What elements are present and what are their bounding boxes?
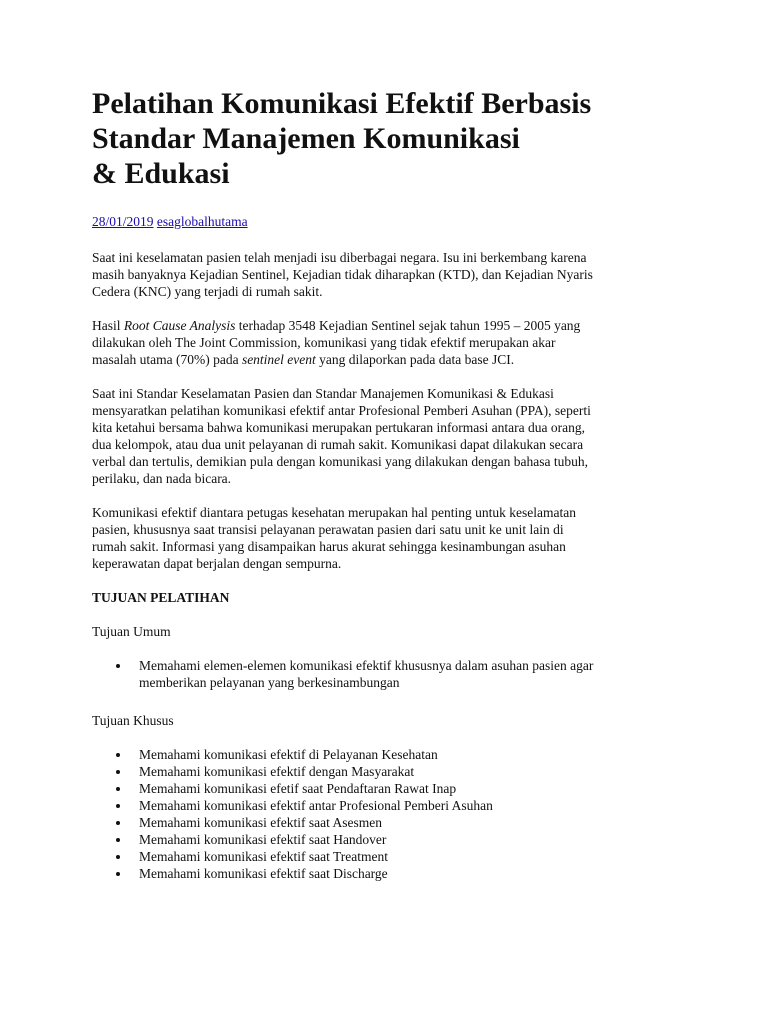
section-heading: TUJUAN PELATIHAN bbox=[92, 590, 230, 605]
text-segment: masalah utama (70%) pada bbox=[92, 352, 242, 367]
tujuan-khusus-label: Tujuan Khusus bbox=[92, 713, 174, 728]
paragraph-effective-communication bbox=[92, 504, 678, 572]
text-segment: yang dilaporkan pada data base JCI. bbox=[315, 352, 515, 367]
text-line bbox=[92, 351, 678, 368]
text-line: keperawatan dapat berjalan dengan sempurna. bbox=[92, 556, 342, 571]
list-item-text: Memahami komunikasi efektif saat Asesmen bbox=[139, 815, 382, 830]
italic-term: sentinel event bbox=[241, 352, 316, 367]
list-item-text: Memahami komunikasi efektif saat Treatment bbox=[139, 849, 388, 864]
text-line: Komunikasi efektif diantara petugas kesehatan merupakan hal penting untuk keselamatan bbox=[92, 505, 576, 520]
list-item bbox=[92, 746, 678, 763]
tujuan-khusus-list bbox=[92, 746, 678, 882]
text-line: kita ketahui bersama bahwa komunikasi merupakan pertukaran informasi antara dua orang, bbox=[92, 420, 585, 435]
bullet-icon bbox=[116, 821, 120, 825]
text-line: rumah sakit. Informasi yang disampaikan harus akurat sehingga kesinambungan asuhan bbox=[92, 539, 566, 554]
text-line: perilaku, dan nada bicara. bbox=[92, 471, 232, 486]
list-item-text: Memahami komunikasi efetif saat Pendaftaran Rawat Inap bbox=[139, 781, 457, 796]
bullet-icon bbox=[116, 770, 120, 774]
text-line: mensyaratkan pelatihan komunikasi efektif antar Profesional Pemberi Asuhan (PPA), seperti bbox=[92, 403, 591, 418]
text-line: masih banyaknya Kejadian Sentinel, Kejadian tidak diharapkan (KTD), dan Kejadian Nyaris bbox=[92, 267, 593, 282]
list-item-text: Memahami komunikasi efektif saat Discharge bbox=[139, 866, 388, 881]
text-line bbox=[92, 317, 678, 334]
bullet-icon bbox=[116, 664, 120, 668]
text-line: pasien, khususnya saat transisi pelayanan perawatan pasien dari satu unit ke unit lain di bbox=[92, 522, 564, 537]
post-meta bbox=[92, 213, 678, 231]
text-line: Memahami elemen-elemen komunikasi efektif khususnya dalam asuhan pasien agar bbox=[139, 658, 594, 673]
title-line: Standar Manajemen Komunikasi bbox=[92, 122, 520, 155]
text-line: dua kelompok, atau dua unit pelayanan di rumah sakit. Komunikasi dapat dilakukan secara bbox=[92, 437, 584, 452]
text-line: memberikan pelayanan yang berkesinambungan bbox=[139, 675, 400, 690]
text-line: Saat ini Standar Keselamatan Pasien dan Standar Manajemen Komunikasi & Edukasi bbox=[92, 386, 554, 401]
bullet-icon bbox=[116, 855, 120, 859]
bullet-icon bbox=[116, 753, 120, 757]
list-item bbox=[92, 848, 678, 865]
bullet-icon bbox=[116, 804, 120, 808]
bullet-icon bbox=[116, 872, 120, 876]
list-item bbox=[92, 797, 678, 814]
title-line: & Edukasi bbox=[92, 157, 230, 190]
text-segment: terhadap 3548 Kejadian Sentinel sejak tahun 1995 – 2005 yang bbox=[235, 318, 581, 333]
list-item-text: Memahami komunikasi efektif di Pelayanan Kesehatan bbox=[139, 747, 438, 762]
text-segment: Hasil bbox=[92, 318, 124, 333]
paragraph-rca bbox=[92, 317, 678, 368]
list-item bbox=[92, 865, 678, 882]
list-item-text: Memahami komunikasi efektif antar Profesional Pemberi Asuhan bbox=[139, 798, 493, 813]
bullet-icon bbox=[116, 838, 120, 842]
text-line: Saat ini keselamatan pasien telah menjadi isu diberbagai negara. Isu ini berkembang karena bbox=[92, 250, 587, 265]
list-item bbox=[92, 763, 678, 780]
list-item bbox=[92, 814, 678, 831]
list-item-text: Memahami komunikasi efektif saat Handover bbox=[139, 832, 387, 847]
text-line: verbal dan tertulis, demikian pula dengan komunikasi yang dilakukan dengan bahasa tubuh, bbox=[92, 454, 588, 469]
italic-term: Root Cause Analysis bbox=[123, 318, 236, 333]
list-item bbox=[92, 657, 678, 691]
tujuan-umum-label: Tujuan Umum bbox=[92, 624, 171, 639]
text-line: Cedera (KNC) yang terjadi di rumah sakit. bbox=[92, 284, 323, 299]
post-date-link[interactable]: 28/01/2019 bbox=[92, 214, 154, 229]
paragraph-intro bbox=[92, 249, 678, 300]
title-line: Pelatihan Komunikasi Efektif Berbasis bbox=[92, 87, 592, 120]
article-title bbox=[92, 86, 678, 191]
bullet-icon bbox=[116, 787, 120, 791]
list-item bbox=[92, 831, 678, 848]
author-link[interactable]: esaglobalhutama bbox=[156, 214, 248, 229]
paragraph-standards bbox=[92, 385, 678, 487]
list-item bbox=[92, 780, 678, 797]
list-item-text: Memahami komunikasi efektif dengan Masyarakat bbox=[139, 764, 415, 779]
text-line: dilakukan oleh The Joint Commission, komunikasi yang tidak efektif merupakan akar bbox=[92, 335, 556, 350]
tujuan-umum-list bbox=[92, 657, 678, 691]
